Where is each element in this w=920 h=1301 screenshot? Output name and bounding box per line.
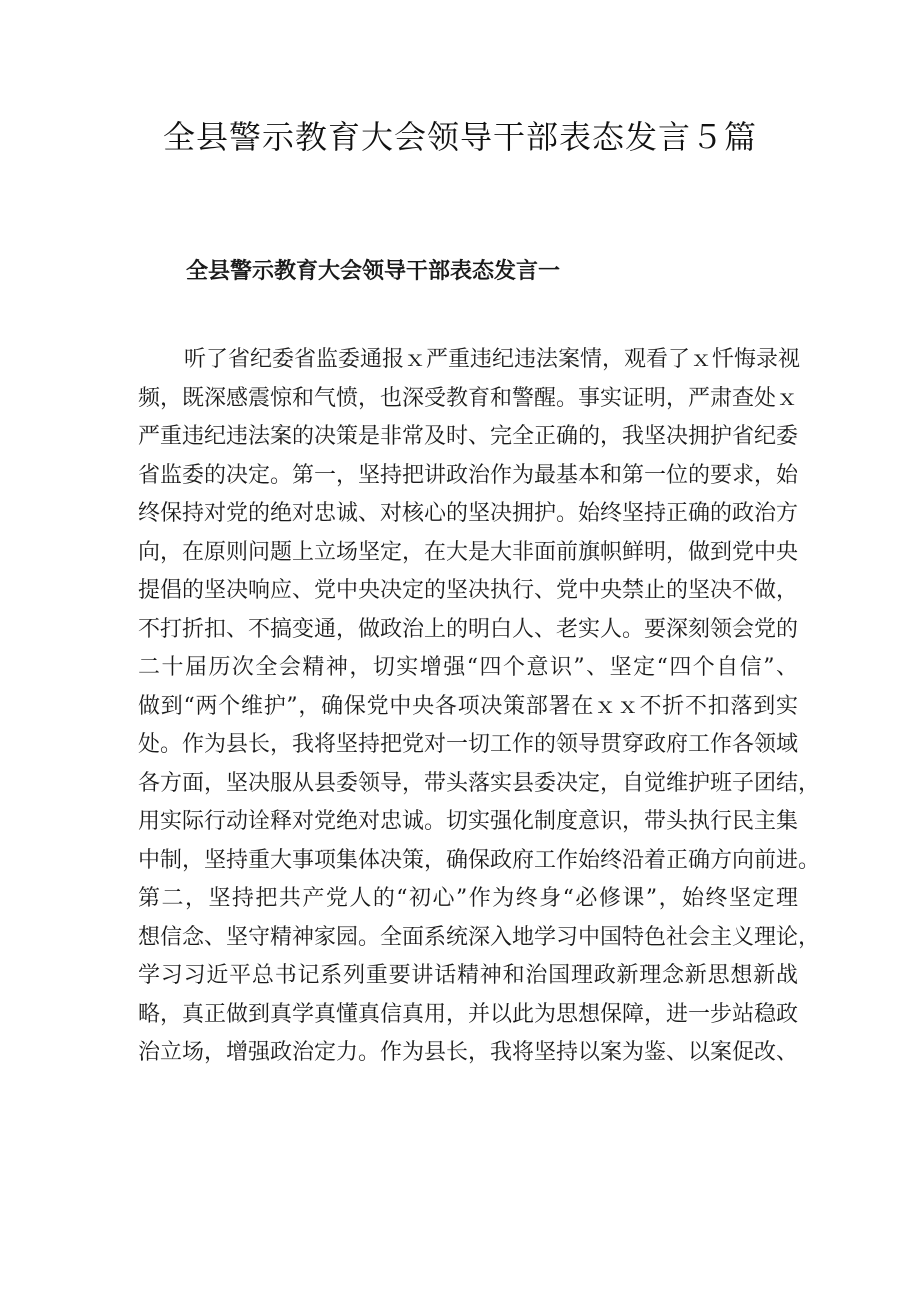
text-line: 听了省纪委省监委通报ｘ严重违纪违法案情，观看了ｘ忏悔录视	[184, 347, 801, 372]
body-paragraph	[138, 341, 821, 1073]
text-line: 提倡的坚决响应、党中央决定的坚决执行、党中央禁止的坚决不做，	[138, 578, 799, 603]
text-line: 治立场，增强政治定力。作为县长，我将坚持以案为鉴、以案促改、	[138, 1040, 799, 1065]
text-line: 不打折扣、不搞变通，做政治上的明白人、老实人。要深刻领会党的	[138, 616, 799, 642]
text-line: 向，在原则问题上立场坚定，在大是大非面前旗帜鲜明，做到党中央	[138, 539, 799, 565]
text-line: 严重违纪违法案的决策是非常及时、完全正确的，我坚决拥护省纪委	[138, 424, 799, 449]
section-heading: 全县警示教育大会领导干部表态发言一	[186, 258, 561, 284]
text-line: 省监委的决定。第一，坚持把讲政治作为最基本和第一位的要求，始	[138, 462, 799, 488]
text-line: 各方面，坚决服从县委领导，带头落实县委决定，自觉维护班子团结，	[138, 770, 821, 796]
text-line: 用实际行动诠释对党绝对忠诚。切实强化制度意识，带头执行民主集	[138, 809, 799, 834]
text-line: 第二，坚持把共产党人的“初心”作为终身“必修课”，始终坚定理	[138, 886, 798, 911]
text-line: 学习习近平总书记系列重要讲话精神和治国理政新理念新思想新战	[138, 963, 798, 988]
text-line: 处。作为县长，我将坚持把党对一切工作的领导贯穿政府工作各领域	[138, 732, 799, 757]
text-line: 做到“两个维护”，确保党中央各项决策部署在ｘｘ不折不扣落到实	[138, 693, 798, 719]
text-line: 略，真正做到真学真懂真信真用，并以此为思想保障，进一步站稳政	[138, 1001, 799, 1027]
text-line: 二十届历次全会精神，切实增强“四个意识”、坚定“四个自信”、	[138, 655, 798, 680]
text-line: 中制，坚持重大事项集体决策，确保政府工作始终沿着正确方向前进。	[138, 847, 821, 873]
text-line: 终保持对党的绝对忠诚、对核心的坚决拥护。始终坚持正确的政治方	[138, 501, 799, 526]
text-line: 频，既深感震惊和气愤，也深受教育和警醒。事实证明，严肃查处ｘ	[138, 385, 799, 411]
document-title: 全县警示教育大会领导干部表态发言５篇	[162, 118, 757, 156]
text-line: 想信念、坚守精神家园。全面系统深入地学习中国特色社会主义理论，	[138, 924, 821, 950]
